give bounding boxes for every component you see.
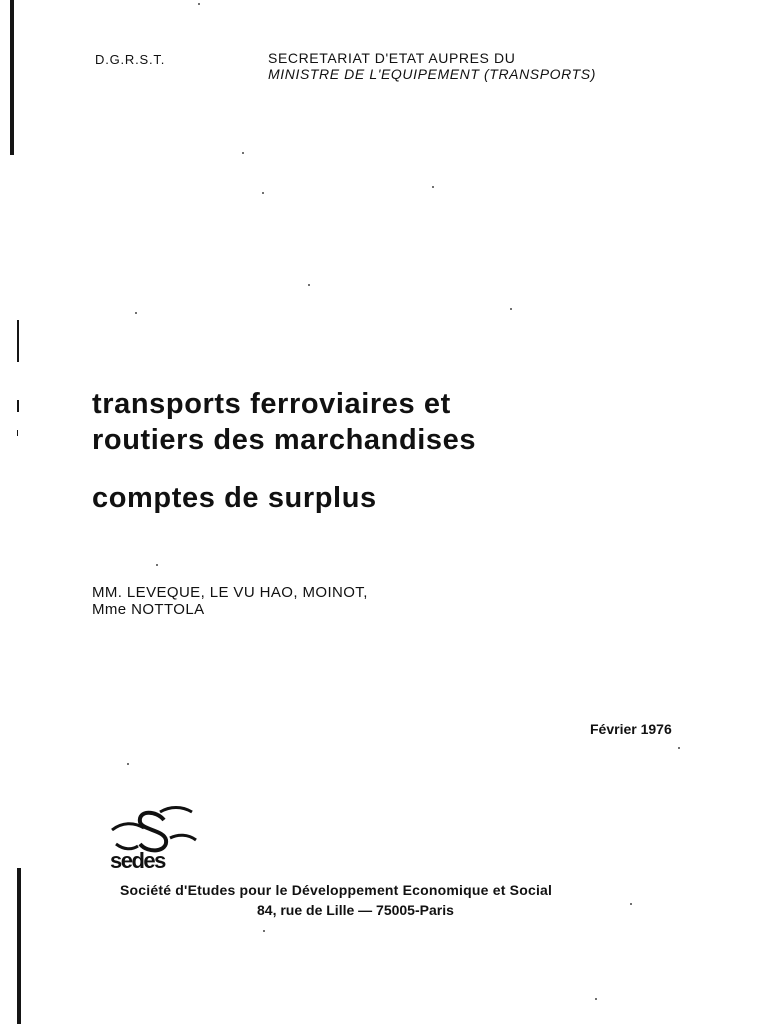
- author-line: MM. LEVEQUE, LE VU HAO, MOINOT,: [92, 584, 368, 601]
- scan-speck: [510, 308, 512, 310]
- publisher-address: 84, rue de Lille — 75005-Paris: [257, 902, 454, 918]
- scan-binding-mark: [17, 400, 19, 412]
- scan-speck: [127, 763, 129, 765]
- publisher-name: Société d'Etudes pour le Développement Economique et Social: [120, 882, 553, 898]
- sedes-logo: [108, 800, 198, 875]
- scan-speck: [432, 186, 434, 188]
- document-title: [92, 386, 476, 458]
- author-list: [92, 584, 368, 618]
- scan-speck: [156, 564, 158, 566]
- scan-speck: [308, 284, 310, 286]
- document-subtitle: comptes de surplus: [92, 482, 377, 514]
- scan-binding-mark: [10, 0, 14, 155]
- scan-speck: [198, 3, 200, 5]
- scan-binding-mark: [17, 320, 19, 362]
- ministry-heading: [268, 50, 596, 82]
- title-line: transports ferroviaires et: [92, 388, 451, 420]
- scan-speck: [678, 747, 680, 749]
- scan-speck: [595, 998, 597, 1000]
- scan-binding-mark: [17, 868, 21, 1024]
- scan-speck: [630, 903, 632, 905]
- ministry-line: MINISTRE DE L'EQUIPEMENT (TRANSPORTS): [268, 66, 596, 82]
- agency-label: D.G.R.S.T.: [95, 52, 166, 67]
- scan-speck: [242, 152, 244, 154]
- sedes-logo-text: sedes: [110, 848, 165, 873]
- scan-speck: [262, 192, 264, 194]
- title-line: routiers des marchandises: [92, 424, 477, 456]
- publication-date: Février 1976: [590, 721, 672, 737]
- scan-speck: [135, 312, 137, 314]
- ministry-line: SECRETARIAT D'ETAT AUPRES DU: [268, 50, 516, 66]
- scan-binding-mark: [17, 430, 18, 436]
- author-line: Mme NOTTOLA: [92, 601, 205, 618]
- scan-speck: [263, 930, 265, 932]
